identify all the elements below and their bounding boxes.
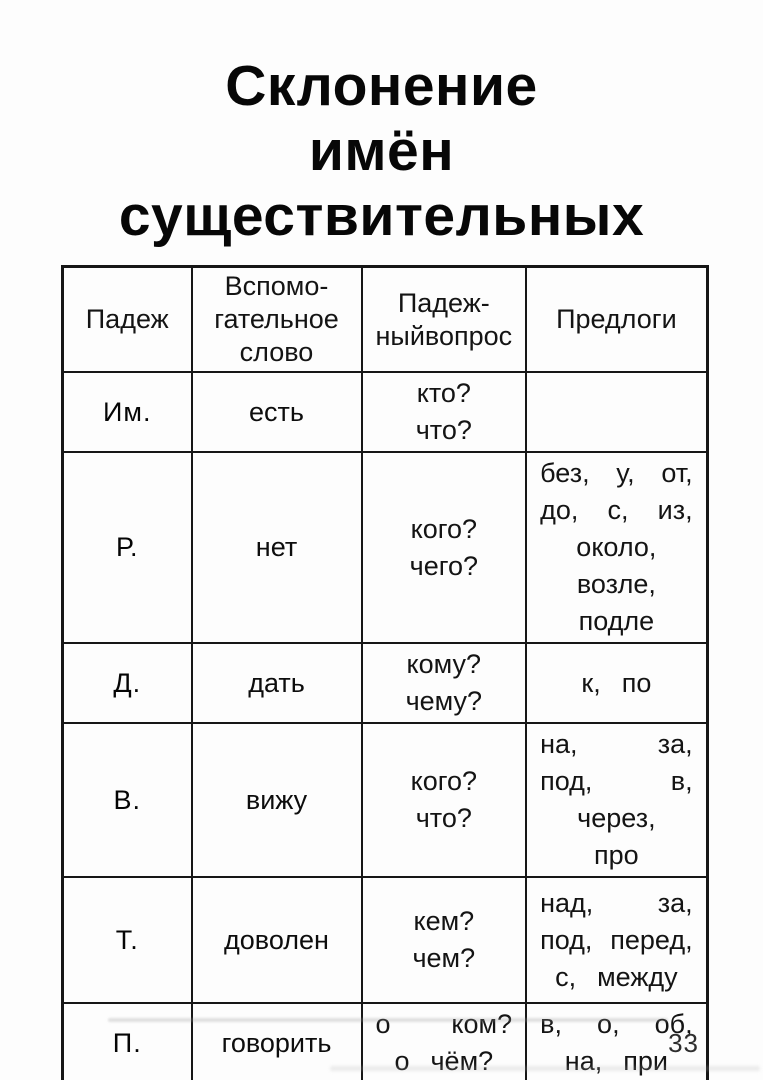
text-line: около, — [576, 532, 657, 562]
text-line: кого? — [410, 513, 478, 544]
word: вопрос — [424, 320, 513, 351]
text-line: к, по — [581, 667, 652, 698]
word: в, — [670, 766, 693, 796]
aux-word-cell: вижу — [192, 723, 362, 877]
header-cell — [526, 267, 707, 373]
case-cell: П. — [63, 1003, 192, 1080]
aux-word-cell: доволен — [192, 877, 362, 1003]
text-line — [527, 885, 706, 922]
header-cell — [362, 267, 527, 373]
header-row — [63, 267, 708, 373]
word: под, — [540, 766, 593, 796]
word: на, — [540, 729, 578, 759]
prepositions-cell — [526, 372, 707, 452]
text-line: Падеж- — [397, 287, 490, 318]
table-row — [63, 452, 708, 643]
title-line-1: Склонение — [225, 54, 538, 118]
text-line: кем? — [413, 906, 475, 936]
text-line — [363, 320, 526, 353]
aux-word-cell: нет — [192, 452, 362, 643]
word: с, — [607, 495, 629, 525]
table-row — [63, 372, 708, 452]
word: из, — [657, 495, 693, 525]
table-body — [63, 372, 708, 1080]
case-cell: Им. — [63, 372, 192, 452]
word: над, — [540, 887, 594, 918]
text-line: слово — [239, 337, 314, 367]
word: в, — [540, 1009, 562, 1039]
case-cell: В. — [63, 723, 192, 877]
question-cell — [362, 452, 527, 643]
question-cell — [362, 877, 527, 1003]
text-line: возле, — [576, 569, 656, 599]
table-header — [63, 267, 708, 373]
case-cell: Т. — [63, 877, 192, 1003]
text-line: на, при — [564, 1046, 668, 1076]
prepositions-cell — [526, 452, 707, 643]
text-line — [527, 922, 706, 959]
header-cell — [63, 267, 192, 373]
text-line: что? — [415, 415, 472, 445]
text-line: кого? — [410, 766, 478, 796]
word: под, — [540, 924, 593, 955]
table-row — [63, 723, 708, 877]
table-row — [63, 643, 708, 723]
word: без, — [540, 458, 590, 488]
word: о, — [597, 1009, 620, 1039]
text-line: подле — [578, 606, 655, 636]
text-line: Падеж — [85, 304, 169, 334]
scan-artifact — [108, 1018, 668, 1022]
text-line: что? — [415, 803, 472, 833]
word: ком? — [451, 1009, 513, 1039]
title-line-2: имён — [308, 119, 455, 183]
question-cell — [362, 723, 527, 877]
page-number: 33 — [668, 1028, 699, 1058]
prepositions-cell — [526, 723, 707, 877]
text-line — [527, 726, 706, 763]
case-cell: Д. — [63, 643, 192, 723]
aux-word-cell: есть — [192, 372, 362, 452]
question-cell — [362, 643, 527, 723]
text-line: кто? — [416, 378, 471, 408]
scan-artifact — [330, 1066, 760, 1071]
word: за, — [657, 729, 693, 759]
word: перед, — [610, 924, 693, 955]
text-line: гательное — [214, 304, 339, 334]
page-title — [0, 54, 763, 249]
table-row — [63, 877, 708, 1003]
text-line: через, — [577, 803, 656, 833]
aux-word-cell: дать — [192, 643, 362, 723]
text-line: Вспомо- — [224, 271, 329, 301]
word: до, — [540, 495, 579, 525]
text-line: Предлоги — [556, 304, 677, 334]
text-line: чем? — [412, 943, 476, 973]
word: за, — [657, 887, 693, 918]
text-line: о чём? — [394, 1046, 494, 1076]
text-line — [527, 492, 706, 529]
text-line: чего? — [409, 550, 478, 581]
text-line — [527, 763, 706, 800]
prepositions-cell — [526, 877, 707, 1003]
declension-table — [61, 265, 709, 1080]
text-line: про — [594, 840, 639, 870]
header-cell — [192, 267, 362, 373]
title-line-3: существительных — [118, 184, 645, 248]
text-line: кому? — [406, 649, 482, 679]
text-line — [363, 1006, 526, 1043]
word: ный — [375, 320, 425, 351]
aux-word-cell: говорить — [192, 1003, 362, 1080]
text-line — [527, 455, 706, 492]
word: от, — [661, 458, 693, 488]
word: об, — [654, 1009, 693, 1039]
word: у, — [616, 458, 635, 488]
word: о — [375, 1009, 391, 1039]
case-cell: Р. — [63, 452, 192, 643]
text-line: чему? — [405, 686, 483, 716]
text-line: с, между — [555, 961, 678, 992]
question-cell — [362, 372, 527, 452]
prepositions-cell — [526, 643, 707, 723]
